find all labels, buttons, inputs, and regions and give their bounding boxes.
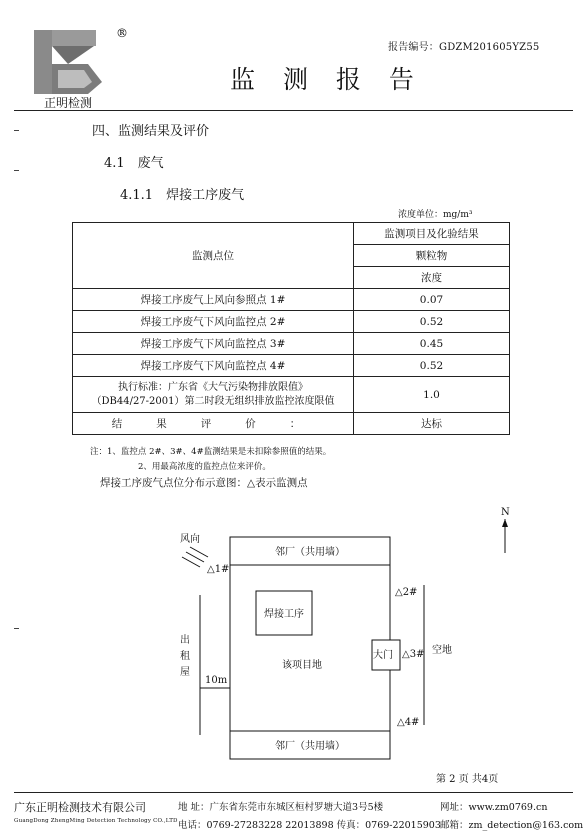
table-row: [73, 333, 510, 355]
footer-address: 地 址：广东省东莞市东城区桓村罗塘大道3号5楼: [178, 802, 384, 813]
point-cell: 焊接工序废气下风向监控点 2#: [73, 311, 354, 333]
unit-label: 浓度单位：mg/m³: [398, 210, 473, 220]
standard-cell: [73, 377, 354, 413]
evaluation-value: 达标: [354, 413, 510, 435]
evaluation-label: 结果评价：: [73, 413, 354, 435]
rental-label-1: 出: [180, 635, 190, 646]
margin-mark: [14, 170, 19, 171]
site-diagram: [0, 495, 587, 765]
neighbor-top: 邻厂（共用墙）: [275, 547, 345, 558]
section-heading: 四、监测结果及评价: [92, 124, 210, 139]
results-table: [72, 222, 510, 435]
value-cell: 0.52: [354, 355, 510, 377]
monitor-point-3: △3#: [402, 649, 425, 660]
note: 注：1、监控点 2#、3#、4#监测结果是未扣除参照值的结果。: [90, 447, 332, 457]
standard-line: 执行标准：广东省《大气污染物排放限值》: [118, 381, 308, 393]
empty-land-label: 空地: [432, 645, 452, 656]
diagram-caption: 焊接工序废气点位分布示意图：△表示监测点: [100, 477, 308, 489]
point-cell: 焊接工序废气下风向监控点 4#: [73, 355, 354, 377]
value-cell: 0.52: [354, 311, 510, 333]
standard-value: 1.0: [354, 377, 510, 413]
registered-mark: ®: [116, 26, 128, 40]
note: 2、用最高浓度的监控点位来评价。: [138, 462, 271, 472]
footer-company: 广东正明检测技术有限公司: [14, 801, 146, 814]
north-label: N: [501, 507, 510, 518]
evaluation-row: [73, 413, 510, 435]
footer-phone: 电话：0769-27283228 22013898 传真：0769-22015903: [178, 820, 441, 831]
gate-label: 大门: [373, 650, 393, 661]
footer-email: 邮箱：zm_detection@163.com: [440, 820, 584, 831]
monitor-point-4: △4#: [397, 717, 420, 728]
site-boundary: [230, 537, 390, 759]
value-cell: 0.07: [354, 289, 510, 311]
footer-company-en: GuangDong ZhengMing Detection Technology CO.,LTD: [14, 818, 178, 824]
company-logo: [28, 26, 108, 98]
subsection-heading: 4.1 废气: [104, 156, 164, 171]
wind-label: 风向: [180, 534, 200, 545]
header-rule: [14, 110, 573, 111]
page-number: 第 2 页 共4页: [436, 774, 499, 785]
footer-website: 网址：www.zm0769.cn: [440, 802, 548, 813]
items-header: 监测项目及化验结果: [354, 223, 510, 245]
table-row: [73, 289, 510, 311]
value-cell: 0.45: [354, 333, 510, 355]
rental-label-2: 租: [180, 651, 190, 662]
point-header: 监测点位: [73, 223, 354, 289]
wind-arrows-icon: [182, 547, 208, 567]
logo-text: 正明检测: [43, 96, 92, 110]
table-row: [73, 311, 510, 333]
footer-rule: [14, 792, 573, 793]
project-label: 该项目地: [282, 660, 322, 671]
subsubsection-heading: 4.1.1 焊接工序废气: [120, 188, 245, 203]
measure-header: 浓度: [354, 267, 510, 289]
margin-mark: [14, 130, 19, 131]
point-cell: 焊接工序废气上风向参照点 1#: [73, 289, 354, 311]
welding-label: 焊接工序: [264, 609, 304, 620]
table-row: [73, 355, 510, 377]
north-arrowhead-icon: [502, 519, 508, 527]
monitor-point-1: △1#: [207, 564, 230, 575]
pollutant-header: 颗粒物: [354, 245, 510, 267]
page-title: 监 测 报 告: [230, 65, 424, 94]
report-number: 报告编号：GDZM201605YZ55: [388, 42, 540, 53]
standard-line: （DB44/27-2001）第二时段无组织排放监控浓度限值: [91, 395, 335, 407]
distance-label: 10m: [205, 675, 228, 686]
neighbor-bottom: 邻厂（共用墙）: [275, 741, 345, 752]
rental-label-3: 屋: [180, 667, 190, 678]
monitor-point-2: △2#: [395, 587, 418, 598]
standard-row: [73, 377, 510, 413]
point-cell: 焊接工序废气下风向监控点 3#: [73, 333, 354, 355]
